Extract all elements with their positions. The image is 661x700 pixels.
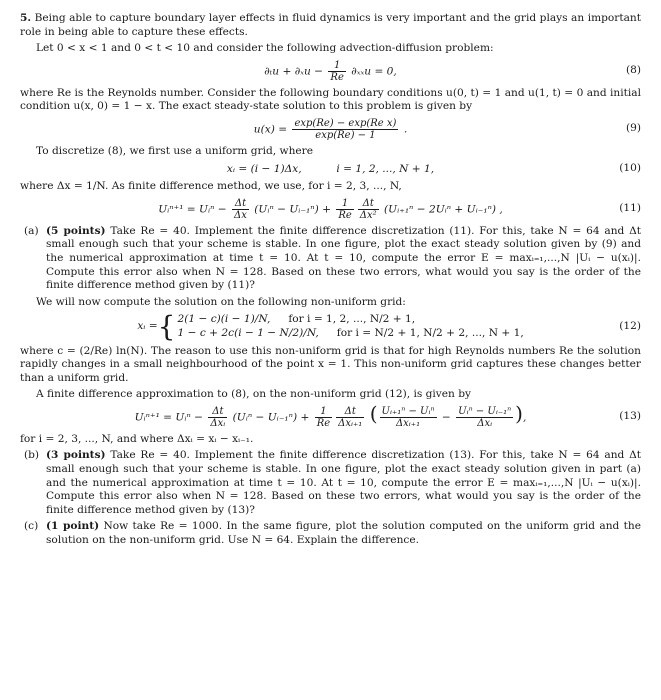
let-line: Let 0 < x < 1 and 0 < t < 10 and consider the following advection-diffusion problem: <box>36 42 494 55</box>
part-b-text: Take Re = 40. Implement the finite difference discretization (13). For this, take N = 64 and Δt small enough such that your scheme is stable. In one figure, plot the exact steady solution given in part (a) and the numerical approximation at time t = 10. At t = 10, compute the error E = maxᵢ₌₁,...,N |Uᵢ − u(xᵢ)|. Compute this error also when N = 128. Based on these two errors, what would you say is the order of the finite difference method given by (13)? <box>46 449 641 516</box>
range-text: for i = 2, 3, ..., N, and where Δxᵢ = xᵢ − xᵢ₋₁. <box>20 432 254 445</box>
eq9-fraction: $\frac{\text{exp(Re) − exp(Re x)}}{\exp(Re) - 1}$ <box>294 117 397 141</box>
nonuniform-text: We will now compute the solution on the following non-uniform grid: <box>36 295 406 308</box>
fd2-text: A finite difference approximation to (8), on the non-uniform grid (12), is given by <box>36 388 472 401</box>
part-a-points: (5 points) <box>46 224 106 237</box>
eq8-fraction: $\frac{1}{Re}$ <box>330 59 344 83</box>
discretize-text: To discretize (8), we first use a uniform grid, where <box>36 144 313 157</box>
equation-10: xᵢ = (i − 1)Δx, i = 1, 2, ..., N + 1, (10) <box>226 162 641 175</box>
fd-text: where Δx = 1/N. As finite difference method, we use, for i = 2, 3, ..., N, <box>20 180 402 193</box>
eq13-label: (13) <box>619 410 641 423</box>
eq9-label: (9) <box>625 122 641 135</box>
part-a <box>20 225 641 293</box>
part-c-text: Now take Re = 1000. In the same figure, plot the solution computed on the uniform grid and the solution on the non-uniform grid. Use N = 64. Explain the difference. <box>46 520 641 547</box>
part-a-text: Take Re = 40. Implement the finite difference discretization (11). For this, take N = 64 and Δt small enough such that your scheme is stable. In one figure, plot the exact steady solution given by (9) and the numerical approximation at time t = 10. At t = 10, compute the error E = maxᵢ₌₁,...,N |Uᵢ − u(xᵢ)|. Compute this error also when N = 128. Based on these two errors, what would you say is the order of the finite difference method given by (11)? <box>46 224 641 292</box>
reynolds-text: where Re is the Reynolds number. Consider the following boundary conditions u(0, t) = 1 and u(1, t) = 0 and initial condition u(x, 0) = 1 − x. The exact steady-state solution to this problem is given by <box>20 86 641 113</box>
equation-13: Uᵢⁿ⁺¹ = Uᵢⁿ − $\frac{\Delta t}{\text{Δxᵢ}}$ (Uᵢⁿ − Uᵢ₋₁ⁿ) + $\frac{1}{Re}$ $\frac{\Delta t}{\text{Δxᵢ₊₁}}$ ( $\frac{\text{Uᵢ₊₁ⁿ − Uᵢⁿ}}{\text{Δxᵢ₊₁}}$ − $\frac{\text{Uᵢⁿ − Uᵢ₋₁ⁿ}}{\text{Δxᵢ}}$ ), (13) <box>134 401 641 429</box>
eq11-label: (11) <box>619 202 641 215</box>
c-definition-text: where c = (2/Re) ln(N). The reason to use this non-uniform grid is that for high Reynolds numbers Re the solution rapidly changes in a small neighbourhood of the point x = 1. This non-uniform grid captures these changes better than a uniform grid. <box>20 344 641 384</box>
eq8-label: (8) <box>625 64 641 77</box>
part-c-label: (c) <box>24 520 39 533</box>
eq12-label: (12) <box>619 320 641 333</box>
problem-number: 5. <box>20 12 32 24</box>
intro-text: Being able to capture boundary layer effects in fluid dynamics is very important and the grid plays an important role in being able to capture these effects. <box>20 12 641 38</box>
equation-9: u(x) = $\frac{\text{exp(Re) − exp(Re x)}}{\exp(Re) - 1}$ . (9) <box>253 117 641 141</box>
part-c-points: (1 point) <box>46 520 100 533</box>
problem-intro <box>20 12 641 39</box>
part-b-points: (3 points) <box>46 449 106 462</box>
eq10-label: (10) <box>619 162 641 175</box>
equation-11: Uᵢⁿ⁺¹ = Uᵢⁿ − $\frac{\Delta t}{\Delta x}$ (Uᵢⁿ − Uᵢ₋₁ⁿ) + $\frac{1}{Re}$ $\frac{\Delta t}{\text{Δx²}}$ (Uᵢ₊₁ⁿ − 2Uᵢⁿ + Uᵢ₋₁ⁿ) , (11) <box>158 197 641 221</box>
part-a-label: (a) <box>24 224 39 237</box>
part-c <box>20 520 641 547</box>
part-b <box>20 449 641 517</box>
part-b-label: (b) <box>24 449 40 462</box>
equation-8: ∂ₜu + ∂ₓu − $\frac{1}{Re}$ ∂ₓₓu = 0, (8) <box>264 59 641 83</box>
left-brace: { <box>157 309 176 343</box>
equation-12: xᵢ = { 2(1 − c)(i − 1)/N, for i = 1, 2, ..., N/2 + 1, 1 − c + 2c(i − 1 − N/2)/N, for i = N/2 + 1, N/2 + 2, ..., N + 1, (12) <box>137 309 641 343</box>
